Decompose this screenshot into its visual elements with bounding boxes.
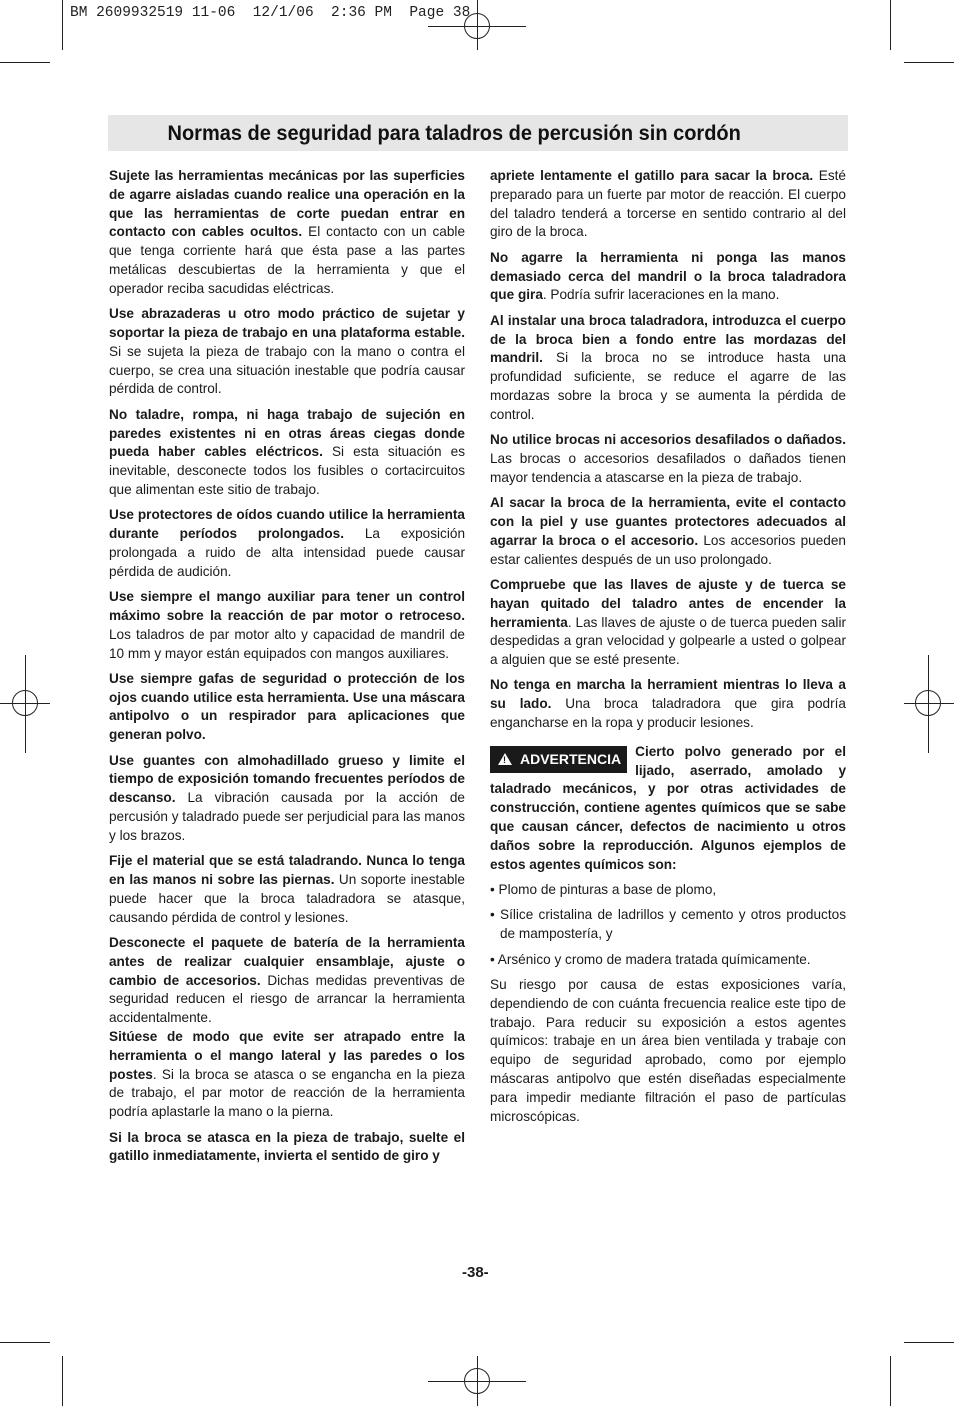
safety-rule — [490, 676, 846, 732]
rule-heading: Desconecte el paquete de batería de la herramienta antes de realizar cualquier ensamblaje, ajuste o cambio de accesorios. — [109, 935, 465, 988]
rule-heading: Al instalar una broca taladradora, introduzca el cuerpo de la broca bien a fondo entre las mordazas del mandril. — [490, 312, 846, 366]
rule-body: . Las llaves de ajuste o de tuerca pueden salir despedidas a gran velocidad y golpearle a usted o golpear a alguien que se esté presente. — [490, 614, 846, 668]
rule-heading: Al sacar la broca de la herramienta, evite el contacto con la piel y use guantes protectores adecuados al agarrar la broca o el accesorio. — [490, 495, 846, 548]
warning-text: Cierto polvo generado por el lijado, aserrado, amolado y taladrado mecánicos, y por otras actividades de construcción, contiene agentes químicos que se sabe que causan cáncer, defectos de nacimiento u otros daños sobre la reproducción. Algunos ejemplos de estos agentes químicos son: — [490, 743, 846, 872]
warning-badge-label: ADVERTENCIA — [520, 750, 622, 767]
rule-heading: No utilice brocas ni accesorios desafilados o dañados. — [490, 432, 846, 448]
rule-heading: No tenga en marcha la herramient mientras lo lleva a su lado. — [490, 677, 846, 712]
rule-body: Los taladros de par motor alto y capacidad de mandril de 10 mm y mayor están equipados con mangos auxiliares. — [109, 626, 465, 661]
rule-heading: No agarre la herramienta ni ponga las manos demasiado cerca del mandril o la broca taladradora que gira — [490, 249, 846, 303]
rule-body: Las brocas o accesorios desafilados o dañados tienen mayor tendencia a atascarse en la pieza de trabajo. — [490, 450, 846, 485]
safety-rule — [490, 431, 846, 487]
list-item: • Plomo de pinturas a base de plomo, — [490, 882, 717, 898]
rule-body: Esté preparado para un fuerte par motor de reacción. El cuerpo del taladro tenderá a torcerse en sentido contrario al del giro de la broca. — [490, 168, 846, 240]
print-header: BM 2609932519 11-06 12/1/06 2:36 PM Page 38 — [70, 5, 471, 21]
safety-rule — [109, 588, 465, 663]
rule-body: Si la broca no se introduce hasta una profundidad suficiente, se reduce el agarre de las mordazas sobre la broca y se aumenta la pérdida de control. — [490, 350, 846, 422]
rule-heading: Use protectores de oídos cuando utilice la herramienta durante períodos prolongados. — [109, 507, 465, 542]
rule-heading: Use abrazaderas u otro modo práctico de sujetar y soportar la pieza de trabajo en una plataforma estable. — [109, 306, 465, 340]
closing-paragraph: Su riesgo por causa de estas exposiciones varía, dependiendo de con cuánta frecuencia realice este tipo de trabajo. Para reducir su exposición a estos agentes químicos: trabaje en un área bien ventilada y trabaje con equipo de seguridad aprobado, como por ejemplo máscaras antipolvo que estén diseñadas especialmente para impedir mediante filtración el paso de partículas microscópicas. — [490, 977, 846, 1124]
rule-body: Los accesorios pueden estar calientes después de un uso prolongado. — [490, 532, 846, 567]
safety-rule — [490, 576, 846, 670]
rule-body: La exposición prolongada a ruido de alta intensidad puede causar pérdida de audición. — [109, 526, 465, 579]
warning-triangle-icon: ! — [498, 753, 512, 765]
rule-body: . Si la broca se atasca o se engancha en la pieza de trabajo, el par motor de reacción de la herramienta podría aplastarle la mano o la pierna. — [109, 1066, 465, 1120]
rule-body: Un soporte inestable puede hacer que la broca taladradora se atasque, causando pérdida de control y lesiones. — [109, 872, 465, 925]
rule-heading: Use guantes con almohadillado grueso y limite el tiempo de exposición tomando frecuentes períodos de descanso. — [109, 752, 465, 806]
safety-rule — [109, 934, 465, 1028]
page-title: Normas de seguridad para taladros de percusión sin cordón — [167, 121, 741, 145]
page-number: -38- — [462, 1264, 489, 1281]
safety-rule — [490, 167, 846, 242]
title-band — [108, 115, 848, 151]
safety-rule — [109, 305, 465, 399]
safety-rule — [490, 312, 846, 425]
rule-heading: Use siempre el mango auxiliar para tener un control máximo sobre la reacción de par motor o retroceso. — [109, 589, 465, 623]
rule-heading: Si la broca se atasca en la pieza de trabajo, suelte el gatillo inmediatamente, invierta el sentido de giro y — [109, 1129, 465, 1164]
rule-heading: Use siempre gafas de seguridad o protección de los ojos cuando utilice esta herramienta. Use una máscara antipolvo o un respirador para aplicaciones que generan polvo. — [109, 670, 465, 743]
rule-heading: Sitúese de modo que evite ser atrapado entre la herramienta o el mango lateral y las paredes o los postes — [109, 1029, 465, 1082]
safety-rule — [490, 249, 846, 305]
rule-heading: Fije el material que se está taladrando. Nunca lo tenga en las manos ni sobre las piernas. — [109, 853, 465, 888]
list-item: • Arsénico y cromo de madera tratada químicamente. — [490, 951, 811, 967]
rule-body: Una broca taladradora que gira podría engancharse en la ropa y producir lesiones. — [490, 696, 846, 731]
rule-body: Si esta situación es inevitable, desconecte todos los fusibles o cortacircuitos que alimentan este sitio de trabajo. — [109, 444, 465, 497]
list-item: • Sílice cristalina de ladrillos y cemento y otros productos de mampostería, y — [490, 907, 846, 942]
safety-rule — [109, 406, 465, 500]
rule-heading: Sujete las herramientas mecánicas por las superficies de agarre aisladas cuando realice una operación en la que las herramientas de corte puedan entrar en contacto con cables ocultos. — [109, 168, 465, 240]
safety-rule — [109, 852, 465, 927]
rule-body: Si se sujeta la pieza de trabajo con la mano o contra el cuerpo, se crea una situación inestable que podría causar pérdida de control. — [109, 343, 465, 397]
safety-rule — [109, 752, 465, 846]
safety-rule — [490, 494, 846, 569]
rule-body: Dichas medidas preventivas de seguridad reducen el riesgo de arrancar la herramienta accidentalmente. — [109, 972, 465, 1026]
safety-rule — [109, 167, 465, 299]
safety-rule — [109, 670, 465, 745]
safety-rule — [109, 1028, 465, 1122]
rule-heading: Compruebe que las llaves de ajuste y de tuerca se hayan quitado del taladro antes de encender la herramienta — [490, 576, 846, 630]
rule-body: La vibración causada por la acción de percusión y taladrado puede ser perjudicial para las manos y los brazos. — [109, 790, 465, 843]
rule-heading: No taladre, rompa, ni haga trabajo de sujeción en paredes existentes ni en otras áreas ciegas donde pueda haber cables eléctricos. — [109, 406, 465, 460]
safety-rule — [109, 506, 465, 581]
safety-rule — [109, 1129, 465, 1167]
right-column — [490, 167, 846, 1133]
rule-heading: apriete lentamente el gatillo para sacar la broca. — [490, 168, 814, 183]
warning-badge — [490, 746, 627, 773]
warning-block — [490, 743, 846, 875]
left-column — [109, 167, 465, 1173]
rule-body: . Podría sufrir laceraciones en la mano. — [542, 287, 780, 303]
rule-body: El contacto con un cable que tenga corriente hará que ésta pase a las partes metálicas descubiertas de la herramienta y que el operador reciba sacudidas eléctricas. — [109, 224, 465, 296]
